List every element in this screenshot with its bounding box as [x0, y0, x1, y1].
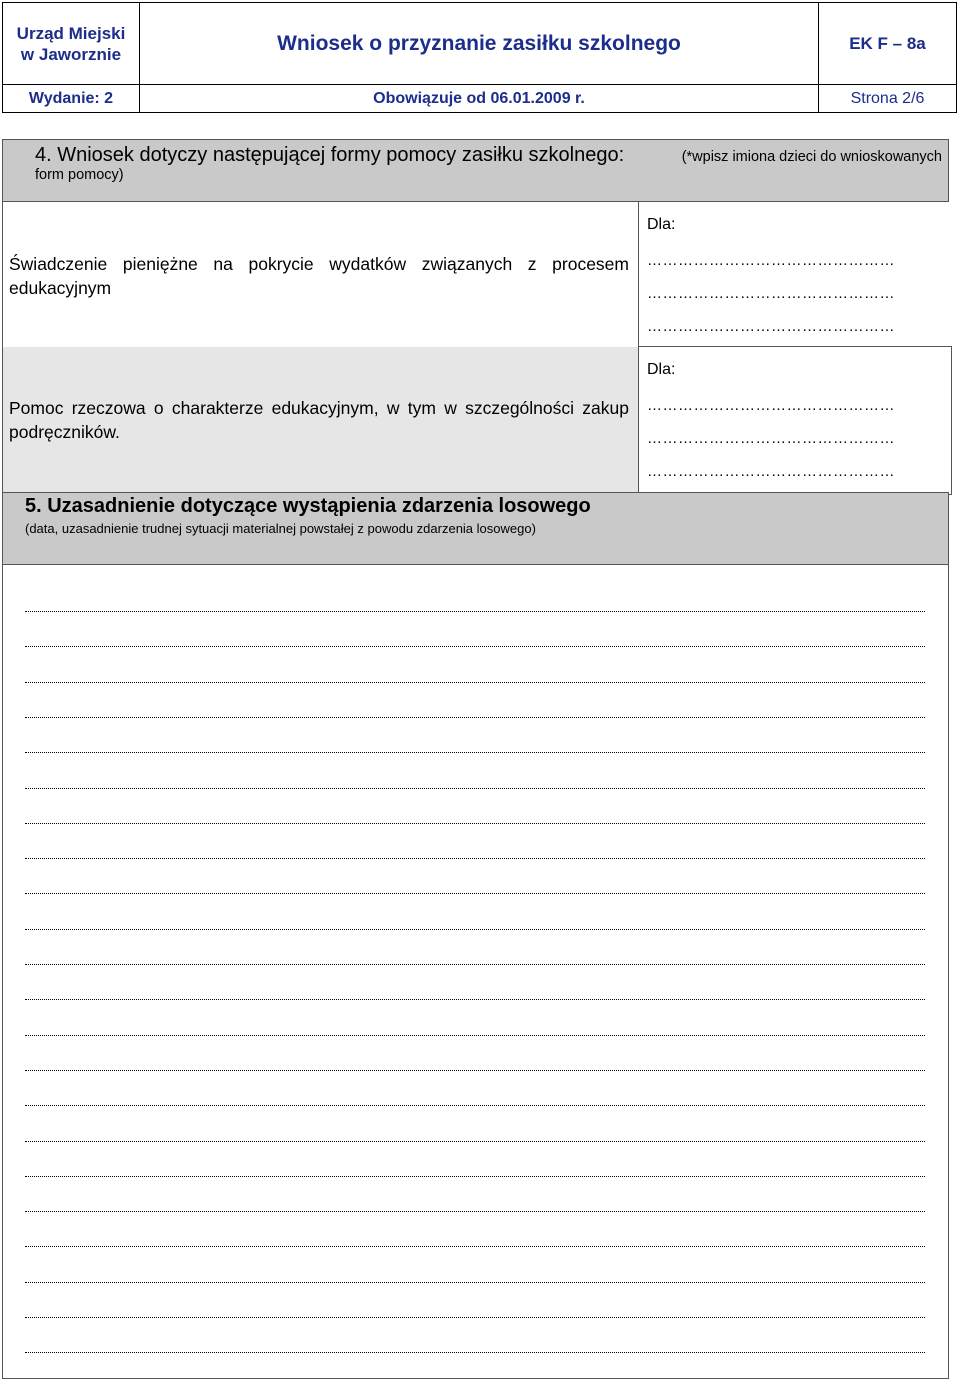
edition-label: Wydanie: 2 — [28, 89, 114, 107]
writing-line[interactable] — [25, 611, 925, 612]
name-line[interactable]: ………………………………………… — [647, 318, 895, 335]
section-4-title: 4. Wniosek dotyczy następującej formy pomocy zasiłku szkolnego: — [35, 144, 625, 166]
writing-line[interactable] — [25, 1246, 925, 1247]
children-names-field[interactable] — [638, 202, 950, 348]
writing-line[interactable] — [25, 929, 925, 930]
option-label: Świadczenie pieniężne na pokrycie wydatków związanych z procesem edukacyjnym — [9, 254, 629, 298]
writing-line[interactable] — [25, 1141, 925, 1142]
writing-line[interactable] — [25, 823, 925, 824]
for-label: Dla: — [647, 216, 676, 233]
writing-line[interactable] — [25, 1035, 925, 1036]
aid-option-cash — [2, 202, 949, 348]
writing-line[interactable] — [25, 682, 925, 683]
writing-line[interactable] — [25, 1352, 925, 1353]
writing-line[interactable] — [25, 1176, 925, 1177]
writing-line[interactable] — [25, 752, 925, 753]
office-name — [3, 3, 139, 84]
section-4-note: (*wpisz imiona dzieci do wnioskowanych — [681, 149, 942, 165]
for-label: Dla: — [647, 361, 676, 378]
children-names-field[interactable] — [638, 346, 952, 495]
section-5-title: 5. Uzasadnienie dotyczące wystąpienia zdarzenia losowego — [25, 495, 591, 517]
document-code: EK F – 8a — [849, 33, 926, 53]
section-4-note-continued: form pomocy) — [35, 167, 124, 183]
office-line-2: w Jaworznie — [20, 44, 122, 64]
writing-line[interactable] — [25, 788, 925, 789]
writing-line[interactable] — [25, 893, 925, 894]
valid-from-label: Obowiązuje od 06.01.2009 r. — [373, 89, 585, 107]
writing-line[interactable] — [25, 964, 925, 965]
aid-option-material — [2, 347, 949, 493]
writing-line[interactable] — [25, 717, 925, 718]
option-label: Pomoc rzeczowa o charakterze edukacyjnym, w tym w szczególności zakup podręczników. — [9, 398, 629, 442]
writing-line[interactable] — [25, 1105, 925, 1106]
name-line[interactable]: ………………………………………… — [647, 463, 895, 480]
office-line-1: Urząd Miejski — [16, 23, 126, 43]
name-line[interactable]: ………………………………………… — [647, 285, 895, 302]
justification-text-area[interactable] — [2, 564, 949, 1379]
writing-line[interactable] — [25, 999, 925, 1000]
writing-line[interactable] — [25, 646, 925, 647]
page-number: Strona 2/6 — [850, 89, 925, 107]
writing-line[interactable] — [25, 858, 925, 859]
document-title: Wniosek o przyznanie zasiłku szkolnego — [277, 31, 681, 55]
writing-line[interactable] — [25, 1317, 925, 1318]
writing-line[interactable] — [25, 1211, 925, 1212]
name-line[interactable]: ………………………………………… — [647, 430, 895, 447]
name-line[interactable]: ………………………………………… — [647, 397, 895, 414]
section-5-note: (data, uzasadnienie trudnej sytuacji materialnej powstałej z powodu zdarzenia losowego) — [25, 521, 536, 536]
name-line[interactable]: ………………………………………… — [647, 252, 895, 269]
writing-line[interactable] — [25, 1282, 925, 1283]
writing-line[interactable] — [25, 1070, 925, 1071]
section-5-header — [2, 492, 949, 565]
section-4-header — [2, 139, 949, 202]
document-header — [2, 2, 957, 113]
